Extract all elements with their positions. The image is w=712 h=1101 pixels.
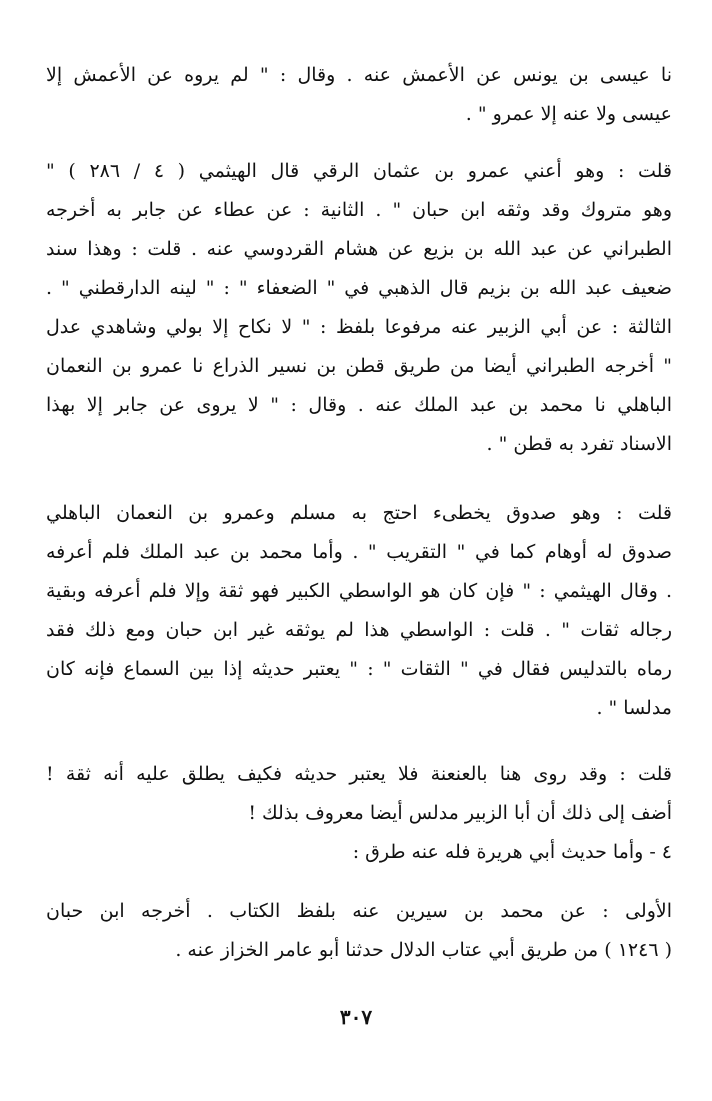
text-line: الثالثة : عن أبي الزبير عنه مرفوعا بلفظ : " لا نكاح إلا بولي وشاهدي عدل	[46, 316, 672, 338]
paragraph-3	[46, 494, 672, 728]
text-line: نا عيسى بن يونس عن الأعمش عنه . وقال : " لم يروه عن الأعمش إلا	[46, 64, 672, 86]
section-heading: ٤ - وأما حديث أبي هريرة فله عنه طرق :	[352, 841, 672, 863]
paragraph-1	[46, 56, 672, 134]
paragraph-2	[46, 152, 672, 464]
text-line: الباهلي نا محمد بن عبد الملك عنه . وقال : " لا يروى عن جابر إلا بهذا	[46, 394, 672, 416]
text-line: صدوق له أوهام كما في " التقريب " . وأما محمد بن عبد الملك فلم أعرفه	[46, 541, 672, 563]
text-line: ( ١٢٤٦ ) من طريق أبي عتاب الدلال حدثنا أبو عامر الخزاز عنه .	[175, 939, 672, 961]
text-line: مدلسا " .	[596, 697, 672, 719]
text-line: " أخرجه الطبراني أيضا من طريق قطن بن نسير الذراع نا عمرو بن النعمان	[46, 355, 672, 377]
text-line: ضعيف عبد الله بن بزيم قال الذهبي في " الضعفاء " : " لينه الدارقطني " .	[46, 277, 672, 299]
text-line: قلت : وهو أعني عمرو بن عثمان الرقي قال الهيثمي ( ٤ / ٢٨٦ ) "	[46, 160, 672, 182]
text-line: وهو متروك وقد وثقه ابن حبان " . الثانية : عن عطاء عن جابر به أخرجه	[46, 199, 672, 221]
text-line: عيسى ولا عنه إلا عمرو " .	[465, 103, 672, 125]
paragraph-4	[46, 755, 672, 872]
text-line: قلت : وقد روى هنا بالعنعنة فلا يعتبر حديثه فكيف يطلق عليه أنه ثقة !	[46, 763, 672, 785]
text-line: الاسناد تفرد به قطن " .	[486, 433, 672, 455]
text-line: أضف إلى ذلك أن أبا الزبير مدلس أيضا معروف بذلك !	[248, 802, 672, 824]
text-line: الطبراني عن عبد الله بن بزيع عن هشام القردوسي عنه . قلت : وهذا سند	[46, 238, 672, 260]
text-line: رجاله ثقات " . قلت : الواسطي هذا لم يوثقه غير ابن حبان ومع ذلك فقد	[46, 619, 672, 641]
text-line: . وقال الهيثمي : " فإن كان هو الواسطي الكبير فهو ثقة وإلا فلم أعرفه وبقية	[46, 580, 672, 602]
text-line: قلت : وهو صدوق يخطىء احتج به مسلم وعمرو بن النعمان الباهلي	[46, 502, 672, 524]
page-number: ٣٠٧	[339, 1005, 373, 1029]
text-line: رماه بالتدليس فقال في " الثقات " : " يعتبر حديثه إذا بين السماع فإنه كان	[46, 658, 672, 680]
paragraph-5	[46, 892, 672, 970]
text-line: الأولى : عن محمد بن سيرين عنه بلفظ الكتاب . أخرجه ابن حبان	[46, 900, 672, 922]
